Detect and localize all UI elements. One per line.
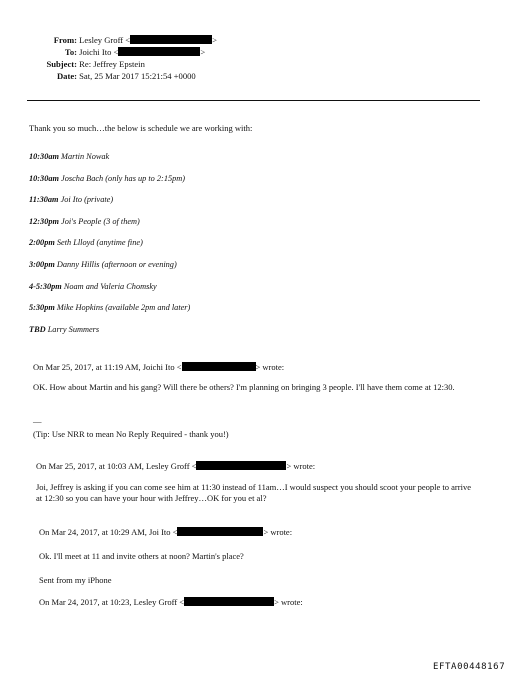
date-label: Date: xyxy=(56,71,77,81)
schedule-item xyxy=(29,238,143,247)
schedule-desc: Larry Summers xyxy=(47,324,100,334)
quote2-line-end: > wrote: xyxy=(286,461,316,471)
from-end: > xyxy=(212,35,217,45)
quote4-attribution xyxy=(39,597,303,608)
quote2-body: Joi, Jeffrey is asking if you can come see him at 11:30 instead of 11am…I would suspect you should scoot your people to arrive at 12:30 so you can have your hour with Jeffrey…OK for you et al? xyxy=(36,482,471,503)
schedule-item xyxy=(29,282,157,291)
schedule-desc: Mike Hopkins (available 2pm and later) xyxy=(56,303,191,313)
schedule-item xyxy=(29,325,99,334)
schedule-item xyxy=(29,303,190,312)
schedule-desc: Noam and Valeria Chomsky xyxy=(63,281,157,291)
schedule-desc: Joi's People (3 of them) xyxy=(61,216,140,226)
quote3-attribution xyxy=(39,527,292,538)
schedule-desc: Joi Ito (private) xyxy=(60,195,114,205)
quote1-line-start: On Mar 25, 2017, at 11:19 AM, Joichi Ito < xyxy=(33,362,182,372)
schedule-item xyxy=(29,195,113,204)
schedule-item xyxy=(29,260,177,269)
redaction-bar xyxy=(184,597,274,606)
redaction-bar xyxy=(177,527,263,536)
header-divider xyxy=(27,100,480,101)
from-label: From: xyxy=(53,35,77,45)
document-id: EFTA00448167 xyxy=(433,662,506,672)
schedule-item xyxy=(29,217,140,226)
quote3-line-start: On Mar 24, 2017, at 10:29 AM, Joi Ito < xyxy=(39,527,178,537)
schedule-time: TBD xyxy=(29,324,46,334)
schedule-desc: Danny Hillis (afternoon or evening) xyxy=(56,260,177,269)
quote1-line-end: > wrote: xyxy=(255,362,285,372)
schedule-time: 10:30am xyxy=(29,152,59,161)
schedule-desc: Seth Llloyd (anytime fine) xyxy=(56,238,143,248)
to-end: > xyxy=(200,47,206,57)
to-label: To: xyxy=(64,47,77,57)
quote3-signature: Sent from my iPhone xyxy=(39,575,112,585)
schedule-time: 11:30am xyxy=(29,195,59,205)
redaction-bar xyxy=(182,362,256,371)
subject-value: Re: Jeffrey Epstein xyxy=(79,59,145,69)
intro-text: Thank you so much…the below is schedule we are working with: xyxy=(29,123,253,133)
from-row xyxy=(6,35,217,46)
schedule-desc: Martin Nowak xyxy=(61,152,110,161)
quote1-separator: — xyxy=(33,416,42,426)
schedule-time: 2:00pm xyxy=(29,238,55,248)
quote2-line-start: On Mar 25, 2017, at 10:03 AM, Lesley Groff < xyxy=(36,461,197,471)
schedule-time: 4-5:30pm xyxy=(29,281,62,291)
quote2-attribution xyxy=(36,461,315,472)
schedule-time: 5:30pm xyxy=(29,303,55,313)
schedule-item xyxy=(29,152,109,161)
redaction-bar xyxy=(118,47,200,56)
date-value: Sat, 25 Mar 2017 15:21:54 +0000 xyxy=(79,71,196,81)
to-row xyxy=(6,47,205,58)
quote1-attribution xyxy=(33,362,284,373)
quote3-body: Ok. I'll meet at 11 and invite others at noon? Martin's place? xyxy=(39,551,244,561)
schedule-time: 12:30pm xyxy=(29,216,59,226)
subject-row xyxy=(6,59,145,70)
schedule-time: 10:30am xyxy=(29,173,59,183)
redaction-bar xyxy=(196,461,286,470)
redaction-bar xyxy=(130,35,212,44)
subject-label: Subject: xyxy=(46,59,77,69)
quote4-line-end: > wrote: xyxy=(274,597,303,607)
quote4-line-start: On Mar 24, 2017, at 10:23, Lesley Groff < xyxy=(39,597,185,607)
to-value: Joichi Ito < xyxy=(79,47,119,57)
from-value: Lesley Groff < xyxy=(79,35,131,45)
quote1-tip: (Tip: Use NRR to mean No Reply Required - thank you!) xyxy=(33,429,229,439)
schedule-time: 3:00pm xyxy=(29,260,55,269)
quote1-body: OK. How about Martin and his gang? Will there be others? I'm planning on bringing 3 people. I'll have them come at 12:30. xyxy=(33,382,455,392)
schedule-item xyxy=(29,174,185,183)
quote3-line-end: > wrote: xyxy=(263,527,293,537)
schedule-desc: Joscha Bach (only has up to 2:15pm) xyxy=(61,173,186,183)
date-row xyxy=(6,71,196,82)
